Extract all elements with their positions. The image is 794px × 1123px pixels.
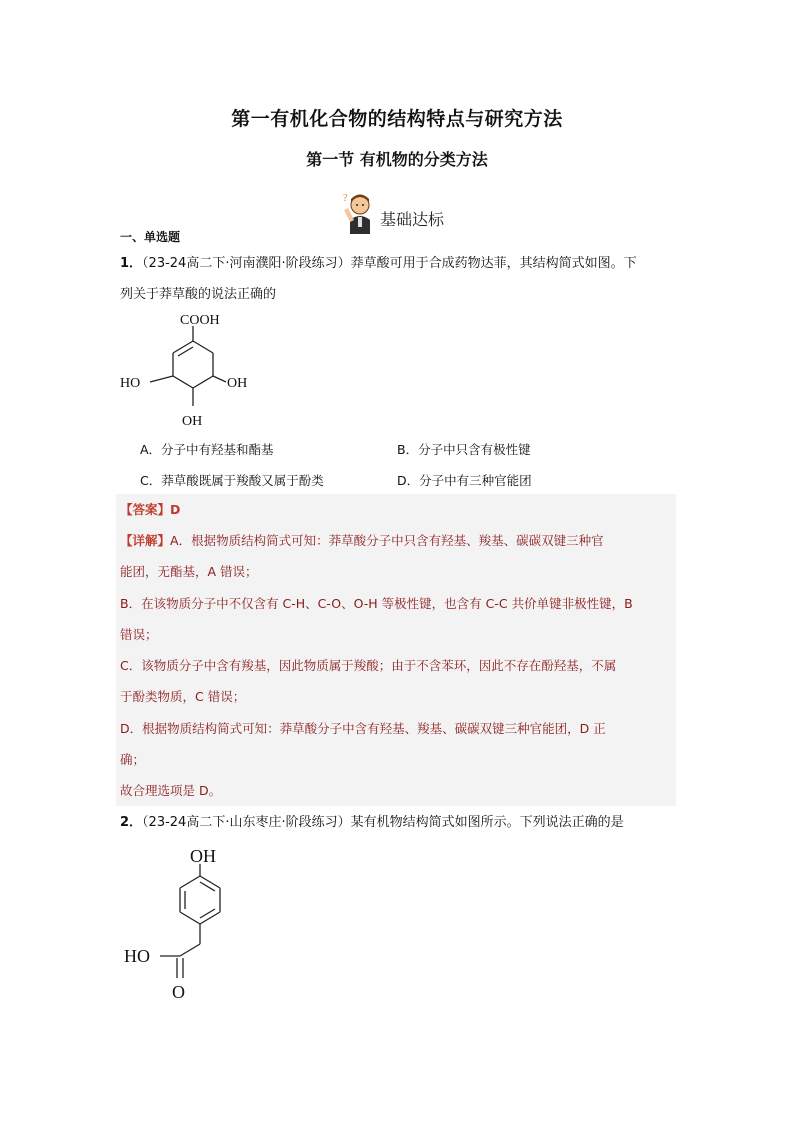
banner-label: 基础达标 bbox=[380, 210, 445, 229]
q1-stem-line1 bbox=[120, 250, 680, 277]
section-subtitle: 第一节 有机物的分类方法 bbox=[306, 150, 488, 169]
q2-number: 2． bbox=[120, 815, 143, 830]
answer-value: D bbox=[170, 502, 181, 517]
oh-right-label: OH bbox=[227, 376, 248, 391]
q1-number: 1． bbox=[120, 256, 143, 271]
student-thinking-icon bbox=[340, 190, 378, 236]
cooh-label: COOH bbox=[180, 313, 220, 328]
q2-stem-text: 某有机物结构简式如图所示。下列说法正确的是 bbox=[350, 815, 624, 830]
detail-label: 【详解】 bbox=[120, 533, 171, 548]
detail-line-1 bbox=[120, 525, 676, 556]
ho-left-label-2: HO bbox=[124, 946, 150, 966]
detail-line-8: 确； bbox=[120, 752, 146, 767]
detail-line-2: 能团，无酯基，A 错误； bbox=[120, 564, 258, 579]
detail-text-1: A．根据物质结构简式可知：莽草酸分子中只含有羟基、羧基、碳碳双键三种官 bbox=[170, 533, 604, 548]
basic-banner bbox=[340, 188, 444, 236]
answer-label: 【答案】 bbox=[120, 502, 171, 517]
q2-source: （23-24高二下·山东枣庄·阶段练习） bbox=[142, 815, 351, 830]
q1-option-b[interactable]: B．分子中只含有极性键 bbox=[397, 442, 531, 457]
oh-top-label: OH bbox=[190, 846, 216, 866]
shikimic-acid-structure bbox=[118, 308, 268, 433]
hydroxyphenylacetic-acid-structure bbox=[118, 840, 248, 1020]
detail-line-3: B．在该物质分子中不仅含有 C-H、C-O、O-H 等极性键，也含有 C-C 共价单键非极性键，B bbox=[120, 596, 633, 611]
detail-line-9: 故合理选项是 D。 bbox=[120, 783, 222, 798]
q1-option-a[interactable]: A．分子中有羟基和酯基 bbox=[140, 442, 274, 457]
o-bottom-label: O bbox=[172, 982, 185, 1002]
section-heading: 一、单选题 bbox=[120, 230, 181, 244]
q2-stem bbox=[120, 809, 680, 836]
document-title: 第一有机化合物的结构特点与研究方法 bbox=[231, 108, 563, 130]
detail-line-4: 错误； bbox=[120, 627, 158, 642]
detail-line-6: 于酚类物质，C 错误； bbox=[120, 689, 246, 704]
detail-line-7: D．根据物质结构简式可知：莽草酸分子中含有羟基、羧基、碳碳双键三种官能团，D 正 bbox=[120, 721, 606, 736]
q1-stem-line2: 列关于莽草酸的说法正确的 bbox=[120, 287, 277, 302]
oh-bottom-label: OH bbox=[182, 414, 203, 429]
ho-left-label: HO bbox=[120, 376, 141, 391]
q1-stem-a: 莽草酸可用于合成药物达菲，其结构简式如图。下 bbox=[350, 256, 637, 271]
answer-line bbox=[120, 494, 676, 525]
svg-text:?: ? bbox=[343, 193, 348, 204]
q1-option-d[interactable]: D．分子中有三种官能团 bbox=[397, 473, 532, 488]
q1-source: （23-24高二下·河南濮阳·阶段练习） bbox=[142, 256, 351, 271]
q1-option-c[interactable]: C．莽草酸既属于羧酸又属于酚类 bbox=[140, 473, 324, 488]
detail-line-5: C．该物质分子中含有羧基，因此物质属于羧酸；由于不含苯环，因此不存在酚羟基，不属 bbox=[120, 658, 617, 673]
